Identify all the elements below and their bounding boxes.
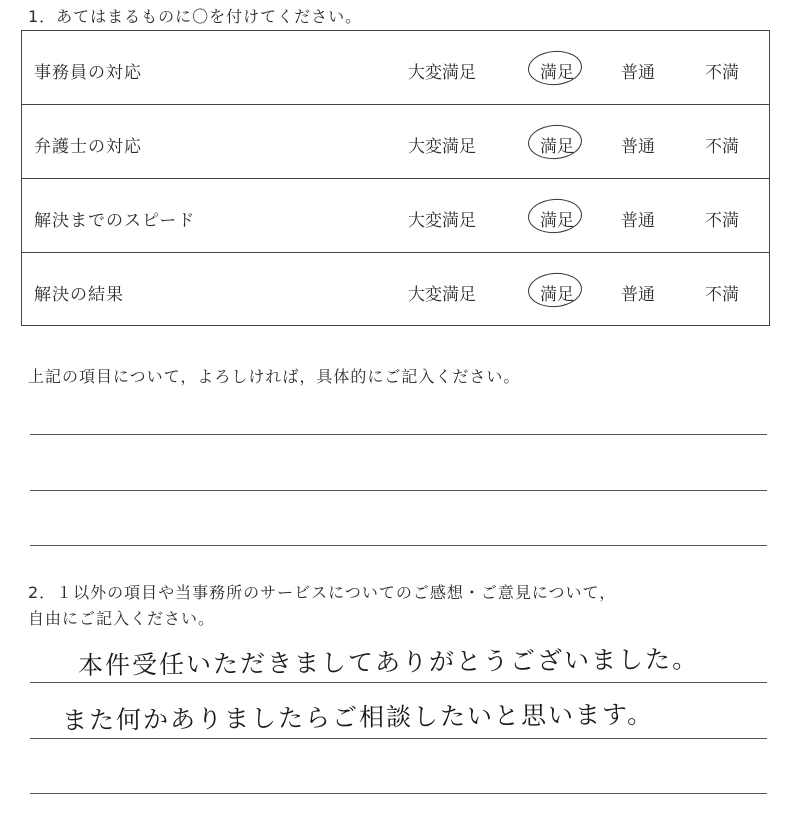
- handwritten-answer-line-2: また何かありましたらご相談したいと思います。: [61, 699, 655, 735]
- option-satisfied[interactable]: 満足: [540, 285, 574, 305]
- comment-prompt: 上記の項目について，よろしければ，具体的にご記入ください。: [28, 367, 521, 386]
- option-very-satisfied[interactable]: 大変満足: [408, 63, 476, 83]
- question-2-subheading: 自由にご記入ください。: [28, 609, 216, 628]
- option-very-satisfied[interactable]: 大変満足: [408, 285, 476, 305]
- option-very-satisfied[interactable]: 大変満足: [408, 211, 476, 231]
- option-neutral[interactable]: 普通: [621, 137, 655, 157]
- table-row-result: [22, 253, 769, 327]
- row-label: 解決までのスピード: [34, 211, 196, 231]
- option-dissatisfied[interactable]: 不満: [705, 137, 739, 157]
- table-row-staff: [22, 31, 769, 105]
- answer-writing-line[interactable]: [30, 682, 767, 683]
- table-row-lawyer: [22, 105, 769, 179]
- answer-writing-line[interactable]: [30, 738, 767, 739]
- question-1-heading: 1．あてはまるものに〇を付けてください。: [28, 7, 363, 26]
- option-dissatisfied[interactable]: 不満: [705, 63, 739, 83]
- satisfaction-table: [21, 30, 770, 326]
- row-label: 事務員の対応: [34, 63, 142, 83]
- option-neutral[interactable]: 普通: [621, 285, 655, 305]
- question-2-heading: 2．１以外の項目や当事務所のサービスについてのご感想・ご意見について，: [28, 583, 617, 602]
- row-label: 解決の結果: [34, 285, 124, 305]
- comment-writing-line[interactable]: [30, 490, 767, 491]
- option-dissatisfied[interactable]: 不満: [705, 285, 739, 305]
- comment-writing-line[interactable]: [30, 545, 767, 546]
- answer-writing-line[interactable]: [30, 793, 767, 794]
- option-satisfied[interactable]: 満足: [540, 137, 574, 157]
- option-satisfied[interactable]: 満足: [540, 63, 574, 83]
- option-neutral[interactable]: 普通: [621, 63, 655, 83]
- table-row-speed: [22, 179, 769, 253]
- option-neutral[interactable]: 普通: [621, 211, 655, 231]
- row-label: 弁護士の対応: [34, 137, 142, 157]
- option-satisfied[interactable]: 満足: [540, 211, 574, 231]
- option-dissatisfied[interactable]: 不満: [705, 211, 739, 231]
- handwritten-answer-line-1: 本件受任いただきましてありがとうございました。: [77, 644, 700, 680]
- option-very-satisfied[interactable]: 大変満足: [408, 137, 476, 157]
- comment-writing-line[interactable]: [30, 434, 767, 435]
